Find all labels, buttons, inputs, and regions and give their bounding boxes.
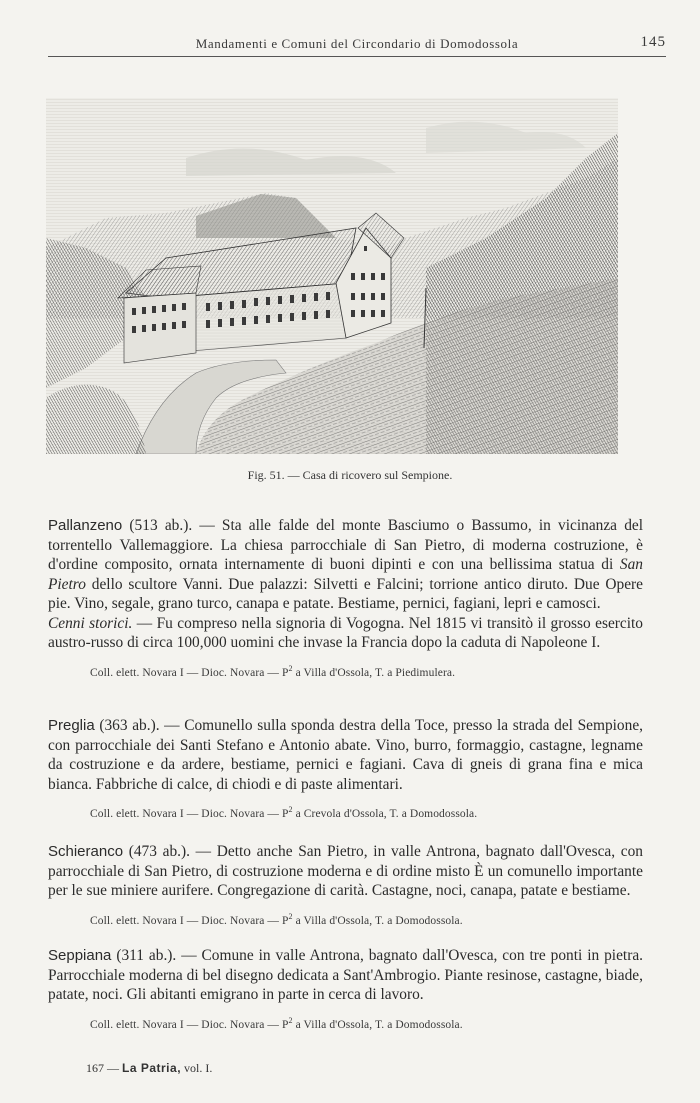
electoral-info xyxy=(48,800,643,824)
running-head-title: Mandamenti e Comuni del Circondario di Domodossola xyxy=(195,36,519,51)
running-head xyxy=(48,34,666,57)
coll-text-b: a Villa d'Ossola, T. a Domodossola. xyxy=(292,1018,463,1031)
entry-paragraph xyxy=(48,946,643,1005)
entry-text-rest: dello scultore Vanni. Due palazzi: Silvetti e Falcini; torrione antico diruto. Due Opere pie. Vino, segale, grano turco, canapa e patate. Bestiame, pernici, fagiani, lepri e camosci. xyxy=(48,575,643,612)
coll-text-b: a Villa d'Ossola, T. a Domodossola. xyxy=(292,914,463,927)
entry-name: Seppiana xyxy=(48,947,112,964)
entry-text: (473 ab.). — Detto anche San Pietro, in valle Antrona, bagnato dall'Ovesca, con parrocchiale di San Pietro, di costruzione moderna e di ordine misto È un comunello importante per le sue miniere aurifere. Congregazione di carità. Castagne, noci, canapa, patate e bestiame. xyxy=(48,843,643,899)
coll-sup: 2 xyxy=(288,663,293,673)
signature-mark: 167 — xyxy=(86,1061,122,1075)
coll-text-b: a Crevola d'Ossola, T. a Domodossola. xyxy=(292,807,478,820)
publication-title: La Patria, xyxy=(122,1061,182,1075)
hist-text: — Fu compreso nella signoria di Vogogna. Nel 1815 vi transitò il grosso esercito austro-russo di circa 100,000 uomini che invase la Francia dopo la caduta di Napoleone I. xyxy=(48,614,643,651)
entry-pallanzeno xyxy=(48,516,643,683)
entry-name: Pallanzeno xyxy=(48,517,123,534)
electoral-info xyxy=(48,907,643,931)
coll-text: Coll. elett. Novara I — Dioc. Novara — P xyxy=(90,1018,289,1031)
engraving-illustration xyxy=(46,98,618,454)
electoral-info xyxy=(48,1011,643,1035)
page-number: 145 xyxy=(640,34,666,50)
entry-paragraph xyxy=(48,842,643,901)
entry-name: Schieranco xyxy=(48,843,124,860)
entry-paragraph xyxy=(48,716,643,794)
entry-schieranco xyxy=(48,842,643,931)
entry-text: (513 ab.). — Sta alle falde del monte Basciumo o Bassumo, in vicinanza del torrentello Vallemaggiore. La chiesa parrocchiale di San Pietro, di moderna costruzione, è d'ordine composito, ornata internamente di buoni dipinti e con una bellissima statua di xyxy=(48,517,643,573)
entry-italic: San Pietro xyxy=(48,556,643,593)
entry-paragraph xyxy=(48,516,643,614)
coll-text: Coll. elett. Novara I — Dioc. Novara — P xyxy=(90,807,289,820)
volume-label: vol. I. xyxy=(181,1061,213,1075)
coll-text: Coll. elett. Novara I — Dioc. Novara — P xyxy=(90,914,289,927)
coll-text: Coll. elett. Novara I — Dioc. Novara — P xyxy=(90,666,289,679)
historical-notes xyxy=(48,614,643,653)
entry-seppiana xyxy=(48,946,643,1035)
electoral-info xyxy=(48,659,643,683)
coll-sup: 2 xyxy=(288,805,293,814)
entry-text: (363 ab.). — Comunello sulla sponda destra della Toce, presso la strada del Sempione, con parrocchiale dei Santi Stefano e Antonio abate. Vino, burro, formaggio, castagne, legname da costruzione e da ardere, bestiame, pernici e fagiani. Cava di gneis di grana fina e mica bianca. Fabbriche di calce, di chiodi e di paste alimentari. xyxy=(48,717,643,793)
figure-caption: Fig. 51. — Casa di ricovero sul Sempione. xyxy=(247,468,453,482)
coll-sup: 2 xyxy=(288,911,293,921)
coll-text-b: a Villa d'Ossola, T. a Piedimulera. xyxy=(292,666,456,679)
entry-text: (311 ab.). — Comune in valle Antrona, bagnato dall'Ovesca, con tre ponti in pietra. Parrocchiale moderna di bel disegno dedicata a Sant'Ambrogio. Piante resinose, castagne, biade, patate, noci. Gli abitanti emigrano in parte in cerca di lavoro. xyxy=(48,947,643,1003)
hist-title: Cenni storici. xyxy=(48,614,133,632)
entry-preglia xyxy=(48,716,643,824)
hospice-engraving xyxy=(46,98,618,454)
coll-sup: 2 xyxy=(288,1015,293,1025)
entry-name: Preglia xyxy=(48,717,95,734)
page-footer xyxy=(86,1061,212,1076)
